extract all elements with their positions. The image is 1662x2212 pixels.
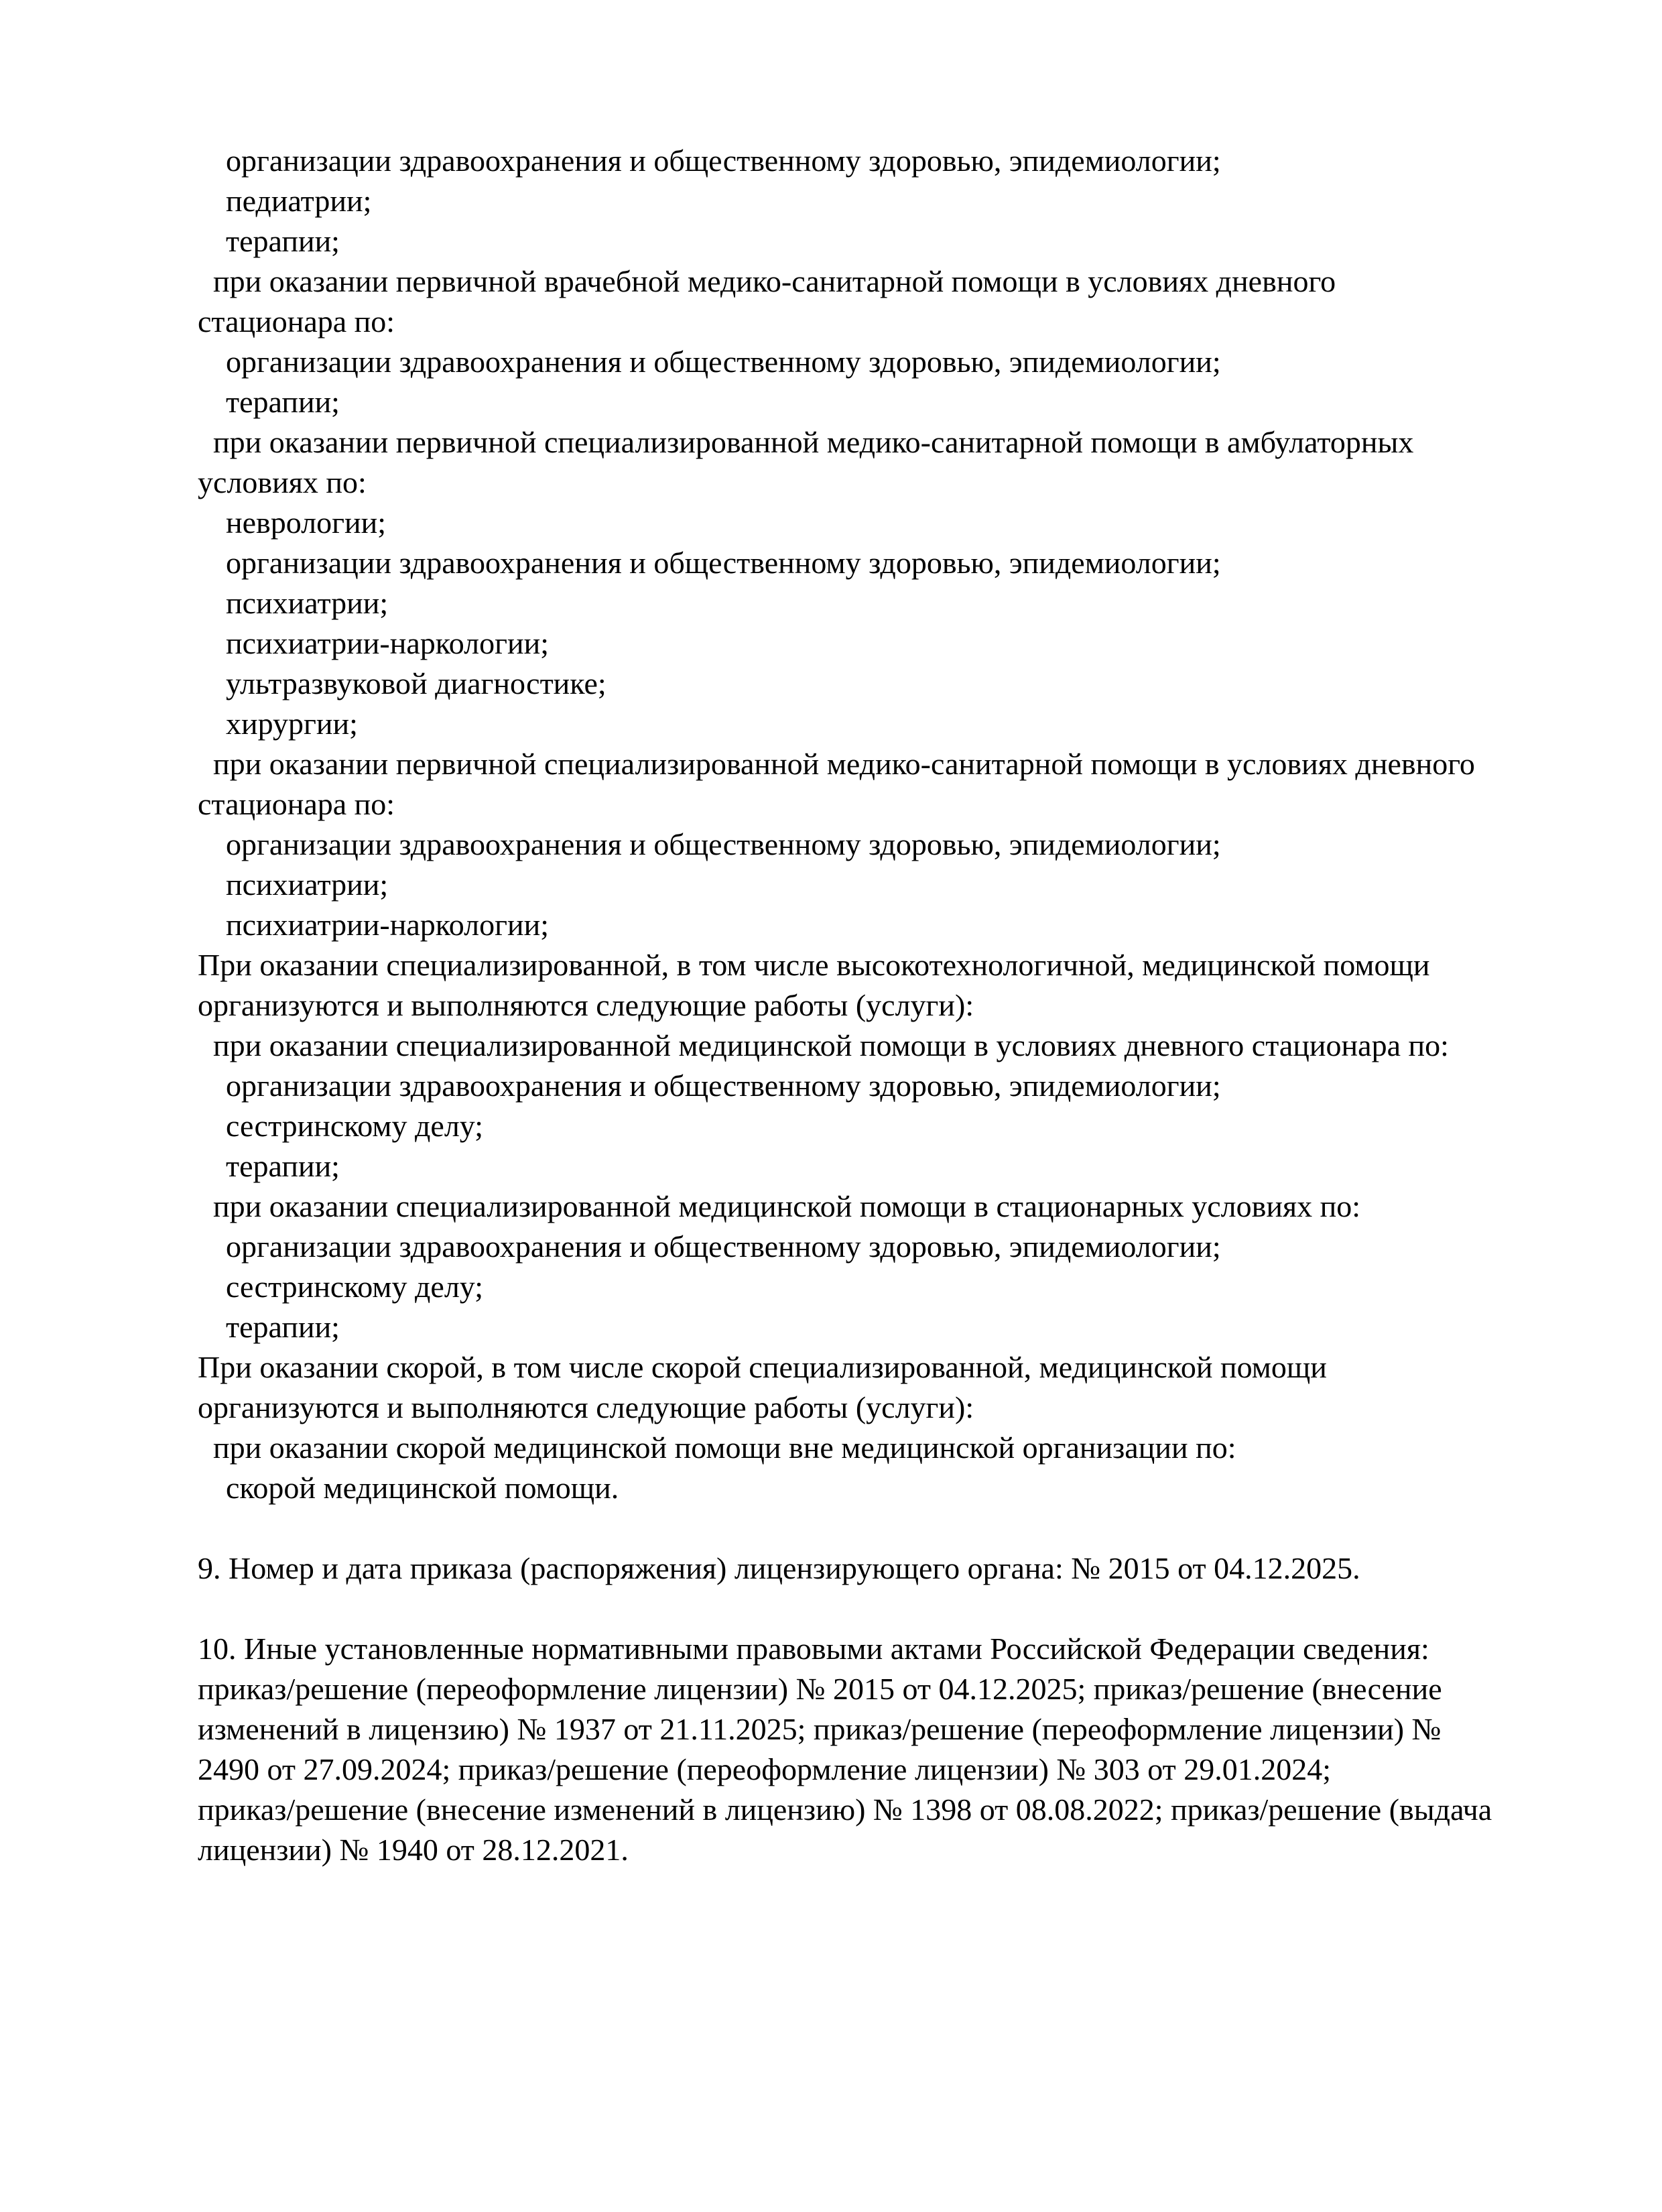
text-line: стационара по: bbox=[198, 787, 395, 821]
text-line: педиатрии; bbox=[226, 184, 372, 218]
text-line: терапии; bbox=[226, 1149, 340, 1183]
text-line: организации здравоохранения и общественному здоровью, эпидемиологии; bbox=[226, 546, 1221, 580]
text-line: терапии; bbox=[226, 1310, 340, 1344]
text-line: организации здравоохранения и общественному здоровью, эпидемиологии; bbox=[226, 1068, 1221, 1103]
text-line: организации здравоохранения и общественному здоровью, эпидемиологии; bbox=[226, 345, 1221, 379]
text-line: При оказании специализированной, в том числе высокотехнологичной, медицинской помощи bbox=[198, 948, 1430, 982]
text-line: организуются и выполняются следующие работы (услуги): bbox=[198, 1390, 974, 1424]
text-line: хирургии; bbox=[226, 706, 358, 741]
text-line: организуются и выполняются следующие работы (услуги): bbox=[198, 988, 974, 1022]
text-line: 9. Номер и дата приказа (распоряжения) лицензирующего органа: № 2015 от 04.12.2025. bbox=[198, 1551, 1360, 1585]
blank-line bbox=[198, 1589, 1528, 1629]
text-line: при оказании специализированной медицинской помощи в условиях дневного стационара по: bbox=[213, 1028, 1449, 1062]
document-text-block bbox=[198, 141, 1528, 1870]
text-line: При оказании скорой, в том числе скорой специализированной, медицинской помощи bbox=[198, 1350, 1327, 1384]
text-line: при оказании специализированной медицинской помощи в стационарных условиях по: bbox=[213, 1189, 1360, 1223]
text-line: терапии; bbox=[226, 385, 340, 419]
text-line: психиатрии; bbox=[226, 867, 389, 902]
text-line: стационара по: bbox=[198, 304, 395, 339]
text-line: сестринскому делу; bbox=[226, 1270, 483, 1304]
text-line: скорой медицинской помощи. bbox=[226, 1471, 619, 1505]
text-line: приказ/решение (внесение изменений в лицензию) № 1398 от 08.08.2022; приказ/решение (выдача bbox=[198, 1792, 1492, 1827]
text-line: условиях по: bbox=[198, 465, 367, 499]
text-line: терапии; bbox=[226, 224, 340, 258]
text-line: лицензии) № 1940 от 28.12.2021. bbox=[198, 1833, 629, 1867]
text-line: 10. Иные установленные нормативными правовыми актами Российской Федерации сведения: bbox=[198, 1632, 1429, 1666]
text-line: психиатрии; bbox=[226, 586, 389, 620]
text-line: организации здравоохранения и общественному здоровью, эпидемиологии; bbox=[226, 1229, 1221, 1264]
text-line: сестринскому делу; bbox=[226, 1109, 483, 1143]
text-line: организации здравоохранения и общественному здоровью, эпидемиологии; bbox=[226, 827, 1221, 861]
blank-line bbox=[198, 1508, 1528, 1548]
text-line: ультразвуковой диагностике; bbox=[226, 666, 606, 700]
text-line: неврологии; bbox=[226, 505, 386, 540]
text-line: психиатрии-наркологии; bbox=[226, 908, 549, 942]
text-line: изменений в лицензию) № 1937 от 21.11.2025; приказ/решение (переоформление лицензии) № bbox=[198, 1712, 1442, 1746]
text-line: при оказании первичной специализированной медико-санитарной помощи в амбулаторных bbox=[213, 425, 1414, 459]
text-line: при оказании первичной врачебной медико-санитарной помощи в условиях дневного bbox=[213, 264, 1336, 298]
text-line: психиатрии-наркологии; bbox=[226, 626, 549, 660]
text-line: организации здравоохранения и общественному здоровью, эпидемиологии; bbox=[226, 143, 1221, 178]
text-line: 2490 от 27.09.2024; приказ/решение (переоформление лицензии) № 303 от 29.01.2024; bbox=[198, 1752, 1332, 1786]
text-line: при оказании скорой медицинской помощи вне медицинской организации по: bbox=[213, 1430, 1236, 1465]
text-line: при оказании первичной специализированной медико-санитарной помощи в условиях дневного bbox=[213, 747, 1475, 781]
text-line: приказ/решение (переоформление лицензии) № 2015 от 04.12.2025; приказ/решение (внесение bbox=[198, 1672, 1442, 1706]
